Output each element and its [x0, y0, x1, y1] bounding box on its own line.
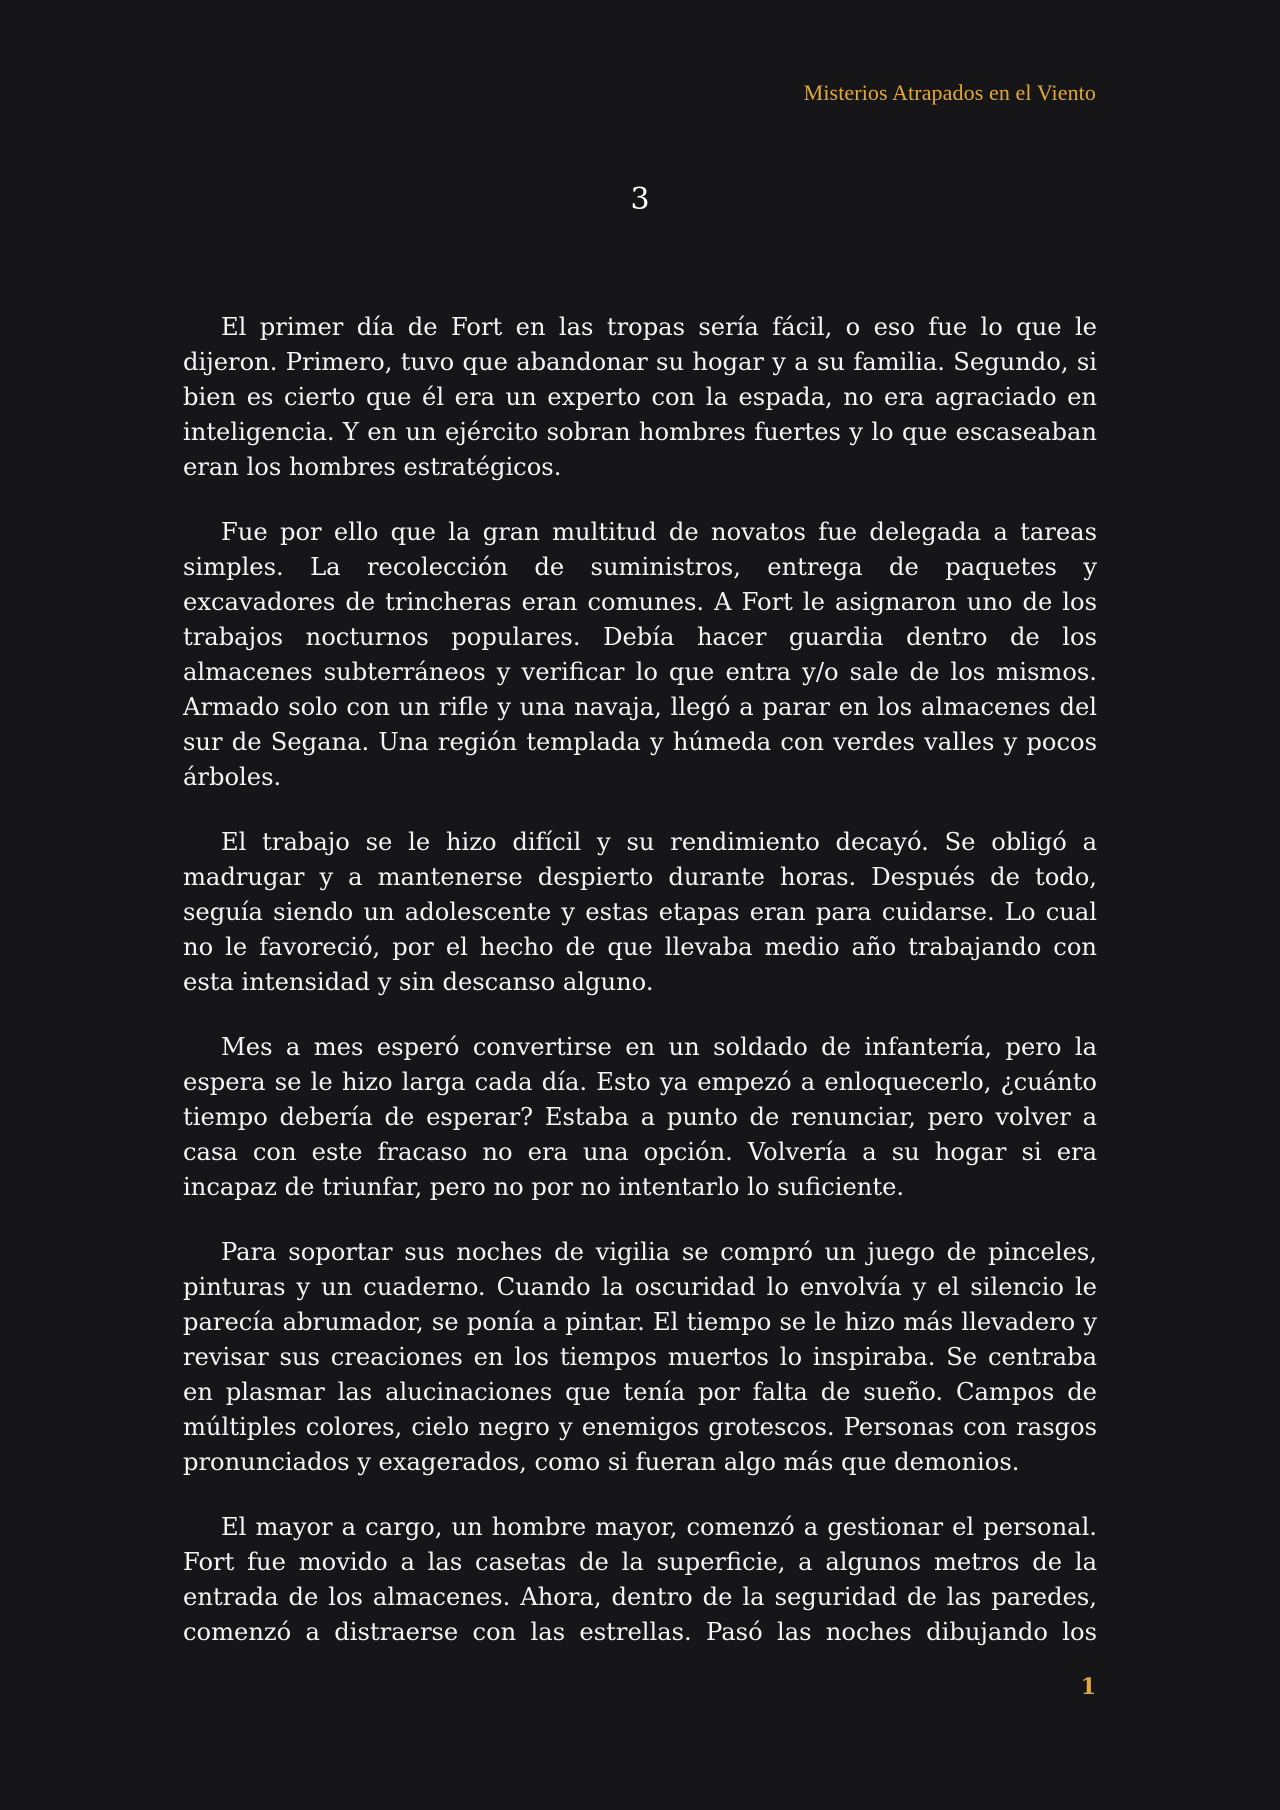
paragraph: El primer día de Fort en las tropas sería fácil, o eso fue lo que le dijeron. Primero, tuvo que abandonar su hogar y a su familia. Segundo, si bien es cierto que él era un experto con la espada, no era agraciado en inteligencia. Y en un ejército sobran hombres fuertes y lo que escaseaban eran los hombres estratégicos.	[183, 313, 1097, 481]
page-number: 1	[1080, 1674, 1096, 1700]
chapter-body	[183, 310, 1097, 1680]
chapter-number: 3	[630, 182, 650, 217]
paragraph: Para soportar sus noches de vigilia se compró un juego de pinceles, pinturas y un cuaderno. Cuando la oscuridad lo envolvía y el silencio le parecía abrumador, se ponía a pintar. El tiempo se le hizo más llevadero y revisar sus creaciones en los tiempos muertos lo inspiraba. Se centraba en plasmar las alucinaciones que tenía por falta de sueño. Campos de múltiples colores, cielo negro y enemigos grotescos. Personas con rasgos pronunciados y exagerados, como si fueran algo más que demonios.	[183, 1238, 1097, 1476]
running-header-title: Misterios Atrapados en el Viento	[803, 80, 1096, 105]
paragraph: El trabajo se le hizo difícil y su rendimiento decayó. Se obligó a madrugar y a mantenerse despierto durante horas. Después de todo, seguía siendo un adolescente y estas etapas eran para cuidarse. Lo cual no le favoreció, por el hecho de que llevaba medio año trabajando con esta intensidad y sin descanso alguno.	[183, 828, 1097, 996]
paragraph: Mes a mes esperó convertirse en un soldado de infantería, pero la espera se le hizo larga cada día. Esto ya empezó a enloquecerlo, ¿cuánto tiempo debería de esperar? Estaba a punto de renunciar, pero volver a casa con este fracaso no era una opción. Volvería a su hogar si era incapaz de triunfar, pero no por no intentarlo lo suficiente.	[183, 1033, 1097, 1201]
paragraph: El mayor a cargo, un hombre mayor, comenzó a gestionar el personal. Fort fue movido a las casetas de la superficie, a algunos metros de la entrada de los almacenes. Ahora, dentro de la seguridad de las paredes, comenzó a distraerse con las estrellas. Pasó las noches dibujando los	[183, 1513, 1097, 1646]
paragraph: Fue por ello que la gran multitud de novatos fue delegada a tareas simples. La recolección de suministros, entrega de paquetes y excavadores de trincheras eran comunes. A Fort le asignaron uno de los trabajos nocturnos populares. Debía hacer guardia dentro de los almacenes subterráneos y verificar lo que entra y/o sale de los mismos. Armado solo con un rifle y una navaja, llegó a parar en los almacenes del sur de Segana. Una región templada y húmeda con verdes valles y pocos árboles.	[183, 518, 1097, 791]
